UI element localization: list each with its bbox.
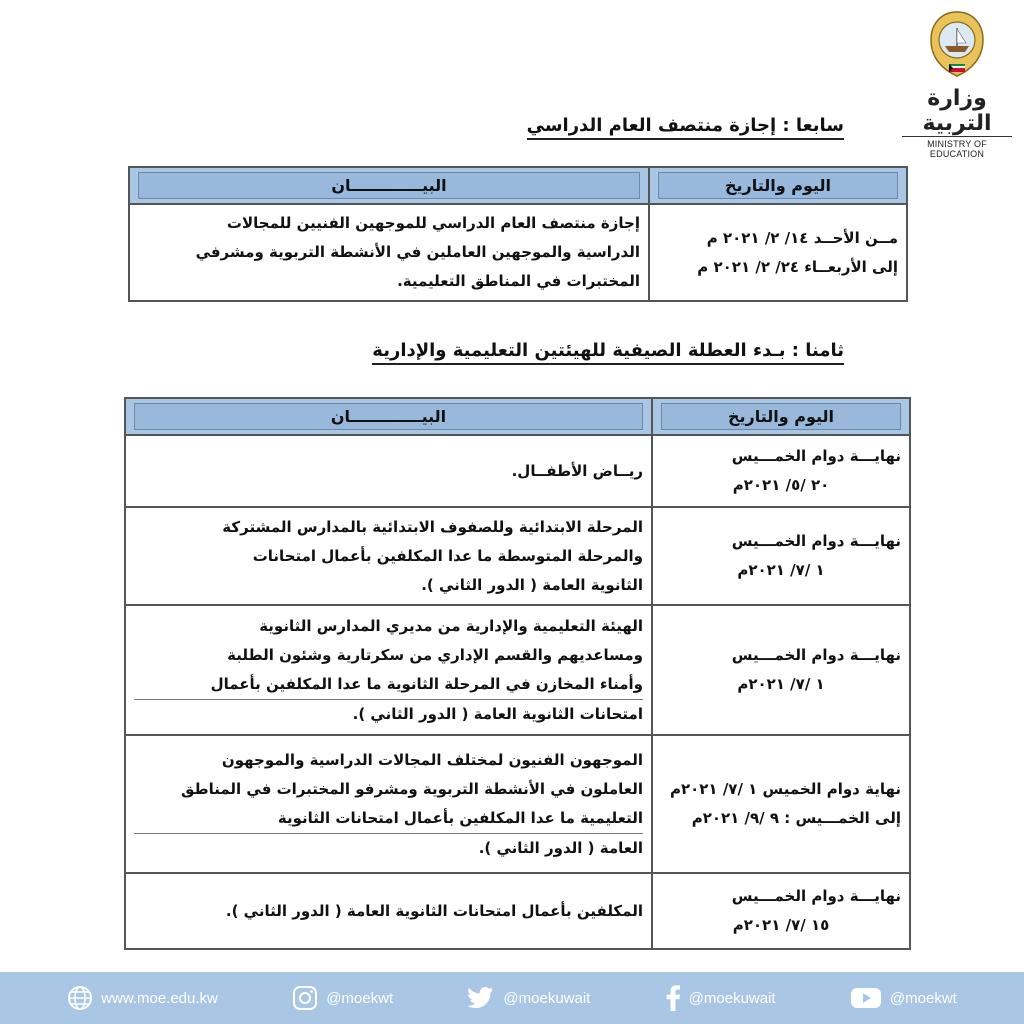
- instagram-link[interactable]: [292, 985, 393, 1011]
- table-row: [125, 507, 910, 605]
- table-row: [125, 735, 910, 873]
- date-cell: نهاية دوام الخميس ١ /٧/ ٢٠٢١م إلى الخمـــيس : ٩ /٩/ ٢٠٢١م: [652, 735, 910, 873]
- table-row: [125, 605, 910, 735]
- date-cell: نهايـــة دوام الخمـــيس ١٥ /٧/ ٢٠٢١م: [652, 873, 910, 949]
- section-8-table: [124, 397, 911, 950]
- date-cell: مــن الأحــد ١٤/ ٢/ ٢٠٢١ م إلى الأربعــاء ٢٤/ ٢/ ٢٠٢١ م: [649, 204, 907, 301]
- instagram-icon: [292, 985, 318, 1011]
- column-header-date: اليوم والتاريخ: [649, 167, 907, 204]
- date-cell: نهايـــة دوام الخمـــيس ١ /٧/ ٢٠٢١م: [652, 507, 910, 605]
- description-cell: المكلفين بأعمال امتحانات الثانوية العامة ( الدور الثاني ).: [125, 873, 652, 949]
- description-cell: إجازة منتصف العام الدراسي للموجهين الفنيين للمجالات الدراسية والموجهين العاملين في الأنشطة التربوية ومشرفي المختبرات في المناطق التعليمية.: [129, 204, 649, 301]
- section-7-table: [128, 166, 908, 302]
- youtube-text: @moekwt: [889, 989, 957, 1007]
- facebook-text: @moekuwait: [688, 989, 776, 1007]
- footer-bar: [0, 972, 1024, 1024]
- facebook-icon: [665, 985, 681, 1011]
- column-header-description: البيـــــــــــــان: [129, 167, 649, 204]
- twitter-link[interactable]: [467, 986, 590, 1010]
- table-header-row: [129, 167, 907, 204]
- date-cell: نهايـــة دوام الخمـــيس ٢٠ /٥/ ٢٠٢١م: [652, 435, 910, 507]
- description-cell: المرحلة الابتدائية وللصفوف الابتدائية بالمدارس المشتركة والمرحلة المتوسطة ما عدا المكلفين بأعمال امتحانات الثانوية العامة ( الدور الثاني ).: [125, 507, 652, 605]
- section-7-title: سابعا : إجازة منتصف العام الدراسي: [527, 115, 844, 140]
- table-row: [125, 435, 910, 507]
- kuwait-emblem-icon: [927, 8, 987, 80]
- description-cell: الهيئة التعليمية والإدارية من مديري المدارس الثانوية ومساعديهم والقسم الإداري من سكرتارية وشئون الطلبة وأمناء المخازن في المرحلة الثانوية ما عدا المكلفين بأعمال امتحانات الثانوية العامة ( الدور الثاني ).: [125, 605, 652, 735]
- youtube-link[interactable]: [850, 986, 957, 1010]
- instagram-text: @moekwt: [326, 989, 394, 1007]
- column-header-date: اليوم والتاريخ: [652, 398, 910, 435]
- ministry-name-english: MINISTRY OF EDUCATION: [902, 136, 1012, 159]
- table-row: [129, 204, 907, 301]
- column-header-description: البيـــــــــــــان: [125, 398, 652, 435]
- ministry-logo: [902, 8, 1012, 159]
- date-cell: نهايـــة دوام الخمـــيس ١ /٧/ ٢٠٢١م: [652, 605, 910, 735]
- facebook-link[interactable]: [665, 985, 776, 1011]
- twitter-text: @moekuwait: [503, 989, 591, 1007]
- section-8-title: ثامنا : بـدء العطلة الصيفية للهيئتين التعليمية والإدارية: [372, 340, 844, 365]
- youtube-icon: [850, 986, 882, 1010]
- table-header-row: [125, 398, 910, 435]
- website-text: www.moe.edu.kw: [101, 989, 218, 1007]
- table-row: [125, 873, 910, 949]
- website-link[interactable]: [67, 985, 218, 1011]
- twitter-icon: [467, 986, 495, 1010]
- description-cell: ريــاض الأطفــال.: [125, 435, 652, 507]
- globe-icon: [67, 985, 93, 1011]
- ministry-name-arabic: وزارة التربية: [922, 86, 992, 136]
- description-cell: الموجهون الفنيون لمختلف المجالات الدراسية والموجهون العاملون في الأنشطة التربوية ومشرفو المختبرات في المناطق التعليمية ما عدا المكلفين بأعمال امتحانات الثانوية العامة ( الدور الثاني ).: [125, 735, 652, 873]
